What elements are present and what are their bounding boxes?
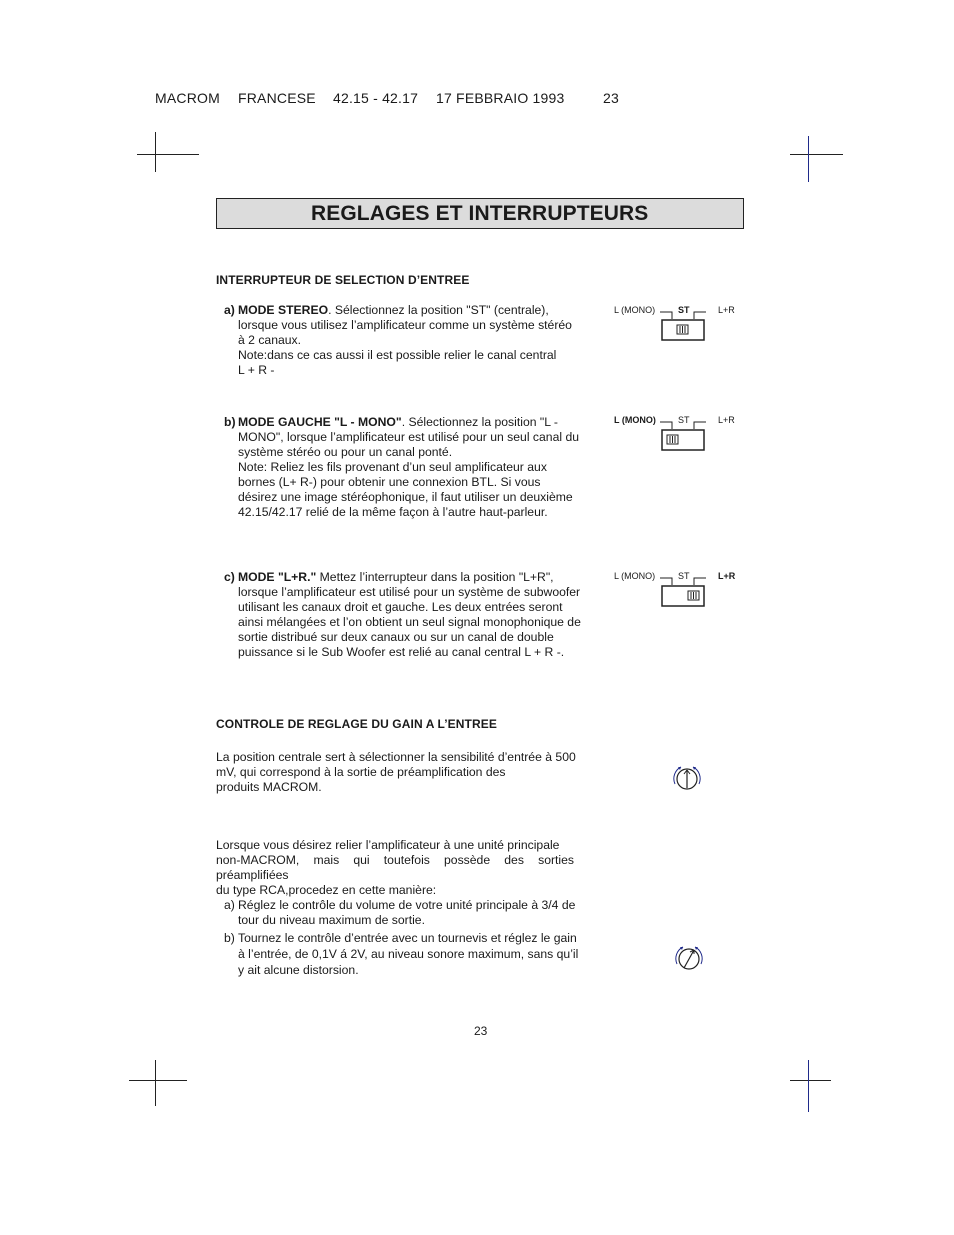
list-item-step-b: b) Tournez le contrôle d’entrée avec un tournevis et réglez le gain à l’entrée, de 0,1V á 2V, au niveau sonore maximum, sans qu’il y ait alcune distorsion. bbox=[224, 931, 579, 977]
header-language: FRANCESE bbox=[238, 90, 316, 106]
page-number: 23 bbox=[474, 1024, 488, 1038]
switch-label-center: ST bbox=[678, 305, 690, 315]
item-label: c) bbox=[224, 570, 235, 584]
page-title: REGLAGES ET INTERRUPTEURS bbox=[216, 198, 744, 229]
knob-center-icon bbox=[670, 762, 704, 796]
mode-name: MODE STEREO bbox=[238, 303, 329, 317]
header-models: 42.15 - 42.17 bbox=[333, 90, 419, 106]
knob-adjust-icon bbox=[672, 942, 706, 976]
mode-name: MODE GAUCHE "L - MONO" bbox=[238, 415, 402, 429]
item-label: a) bbox=[224, 303, 235, 317]
switch-selector-icon bbox=[614, 415, 744, 455]
header-brand: MACROM bbox=[155, 90, 220, 106]
switch-label-left: L (MONO) bbox=[614, 415, 656, 425]
switch-selector-icon bbox=[614, 305, 744, 345]
header-date: 17 FEBBRAIO 1993 bbox=[436, 90, 565, 106]
list-item-l-plus-r: c) MODE "L+R." Mettez l’interrupteur dans la position "L+R", lorsque l’amplificateur est utilisé pour un système de subwoofer utilisant les canaux droit et gauche. Les deux entrées seront ainsi mélangées et l’on obtient un seul signal monophonique de sortie distribué sur deux canaux ou sur un canal de double puissance si le Sub Woofer est relié au canal central L + R -. bbox=[224, 570, 581, 659]
list-item-step-a: a) Réglez le contrôle du volume de votre unité principale à 3/4 de tour du niveau maximum de sortie. bbox=[224, 898, 576, 927]
switch-label-left: L (MONO) bbox=[614, 305, 656, 315]
switch-selector-icon bbox=[614, 571, 744, 611]
paragraph-center-position: La position centrale sert à sélectionner la sensibilité d’entrée à 500 mV, qui correspond à la sortie de préamplification des produits MACROM. bbox=[216, 750, 576, 794]
paragraph-non-macrom: Lorsque vous désirez relier l’amplificateur à une unité principale non-MACROM, mais qui toutefois possède des sorties préamplifiées du type RCA,procedez en cette manière: bbox=[216, 838, 574, 897]
header-page: 23 bbox=[603, 90, 619, 106]
switch-label-right: L+R bbox=[718, 305, 735, 315]
list-item-stereo: a) MODE STEREO. Sélectionnez la position "ST" (centrale), lorsque vous utilisez l’amplificateur comme un système stéréo à 2 canaux. Note:dans ce cas aussi il est possible relier le canal central L + R - bbox=[224, 303, 572, 377]
mode-name: MODE "L+R." bbox=[238, 570, 317, 584]
switch-label-right: L+R bbox=[718, 571, 736, 581]
item-label: b) bbox=[224, 415, 236, 429]
switch-label-left: L (MONO) bbox=[614, 571, 656, 581]
section-heading-gain-control: CONTROLE DE REGLAGE DU GAIN A L’ENTREE bbox=[216, 717, 497, 731]
switch-label-center: ST bbox=[678, 415, 690, 425]
list-item-left-mono: b) MODE GAUCHE "L - MONO". Sélectionnez la position "L - MONO", lorsque l’amplificateur est utilisé pour un seul canal du système stéréo ou pour un canal ponté. Note: Reliez les fils provenant d’un seul amplificateur aux bornes (L+ R-) pour obtenir une connexion BTL. Si vous désirez une image stéréophonique, il faut utiliser un deuxième 42.15/42.17 relié de la même façon à l’autre haut-parleur. bbox=[224, 415, 579, 519]
switch-label-center: ST bbox=[678, 571, 690, 581]
switch-label-right: L+R bbox=[718, 415, 735, 425]
section-heading-input-selector: INTERRUPTEUR DE SELECTION D’ENTREE bbox=[216, 273, 470, 287]
